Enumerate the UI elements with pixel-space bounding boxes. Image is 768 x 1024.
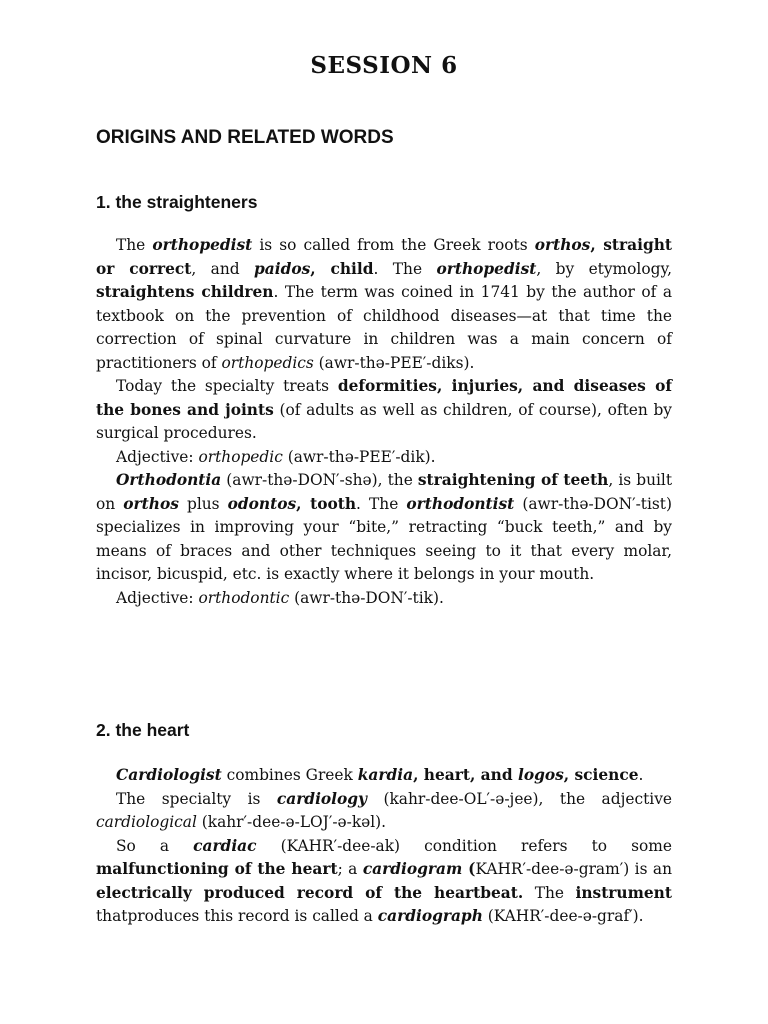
text-run: (awr-thə-PEE′-diks). [313,353,475,372]
paragraph [96,788,672,835]
emphasis-run: orthos [123,494,179,513]
text-run: (kahr-dee-OL′-ə-jee), the adjective [367,789,672,808]
emphasis-run: cardiological [96,813,197,831]
text-run: , is built on [96,471,673,513]
text-run: (KAHR′-dee-ə-graf′). [482,907,644,925]
emphasis-run: cardiology [276,789,368,808]
paragraph [96,764,672,788]
text-run: . The [373,259,437,278]
emphasis-run: , tooth [296,494,357,513]
emphasis-run: , child [310,259,374,278]
text-run: (kahr′-dee-ə-LOJ′-ə-kəl). [196,813,387,831]
text-run: (KAHR′-dee-ak) condition refers to some [256,836,672,855]
text-run: Adjective: [116,447,199,466]
emphasis-run: cardiogram [362,860,463,878]
subsection-body-straighteners [96,234,672,610]
subsection-body-heart [96,764,672,929]
text-run: (awr-thə-PEE′-dik). [282,447,436,466]
text-run: The [523,883,576,902]
emphasis-run: paidos [253,259,311,278]
text-run: , by etymology, [536,259,672,278]
emphasis-run: cardiac [193,836,257,855]
emphasis-run: , science [563,766,639,784]
emphasis-run: logos [517,766,564,784]
text-run: (awr-thə-DON′-tik). [289,588,444,607]
emphasis-run: , straight or correct [96,236,673,278]
emphasis-run: orthopedic [198,447,283,466]
emphasis-run: Cardiologist [116,766,222,784]
emphasis-run: orthos [534,236,591,254]
paragraph [96,469,672,587]
emphasis-run: deformities, injuries, and diseases of the bones and joints [96,377,673,419]
paragraph [96,446,672,470]
emphasis-run: straightening of teeth [417,471,609,489]
emphasis-run: malfunctioning of the heart [96,860,338,878]
text-run: Adjective: [116,588,199,607]
text-run: . The term was coined in 1741 by the author of a textbook on the prevention of childhood diseases—at that time the correction of spinal curvature in children was a main concern of practitioners of [96,283,672,372]
text-run: KAHR′-dee-ə-gram′) is an [475,860,672,878]
emphasis-run: straightens children [96,283,274,301]
emphasis-run: , heart, and [413,766,518,784]
text-run: Today the specialty treats [116,377,338,395]
text-run: So a [116,836,194,855]
text-run: (of adults as well as children, of course), often by surgical procedures. [96,400,672,442]
paragraph [96,234,672,375]
paragraph [96,375,672,446]
emphasis-run: kardia [357,766,414,784]
text-run: , and [191,259,254,278]
emphasis-run: cardiograph [377,907,483,925]
emphasis-run: ( [462,860,476,878]
emphasis-run: Orthodontia [116,471,222,489]
paragraph [96,587,672,611]
paragraph [96,835,672,929]
subsection-heading-straighteners: 1. the straighteners [96,192,258,212]
text-run: The [116,236,153,254]
text-run: combines Greek [221,766,358,784]
emphasis-run: odontos [227,494,297,513]
text-run: The specialty is [116,789,277,808]
text-run: . The [356,494,407,513]
emphasis-run: orthopedist [152,236,253,254]
text-run: (awr-thə-DON′-tist) specializes in improving your “bite,” retracting “buck teeth,” and by means of braces and other techniques seeing to it that every molar, incisor, bicuspid, etc. is exactly where it belongs in your mouth. [96,494,672,583]
text-run: ; a [337,860,363,878]
text-run: is so called from the Greek roots [252,236,535,254]
emphasis-run: instrument [575,883,672,902]
section-heading: ORIGINS AND RELATED WORDS [96,127,394,148]
text-run: thatproduces this record is called a [96,907,378,925]
emphasis-run: orthodontic [198,588,290,607]
emphasis-run: electrically produced record of the heartbeat. [96,883,524,902]
text-run: . [638,766,644,784]
text-run: (awr-thə-DON′-shə), the [221,471,418,489]
emphasis-run: orthodontist [406,494,515,513]
emphasis-run: orthopedics [221,353,314,372]
text-run: plus [178,494,228,513]
emphasis-run: orthopedist [436,259,537,278]
subsection-heading-heart: 2. the heart [96,720,190,740]
session-title: SESSION 6 [310,52,458,79]
